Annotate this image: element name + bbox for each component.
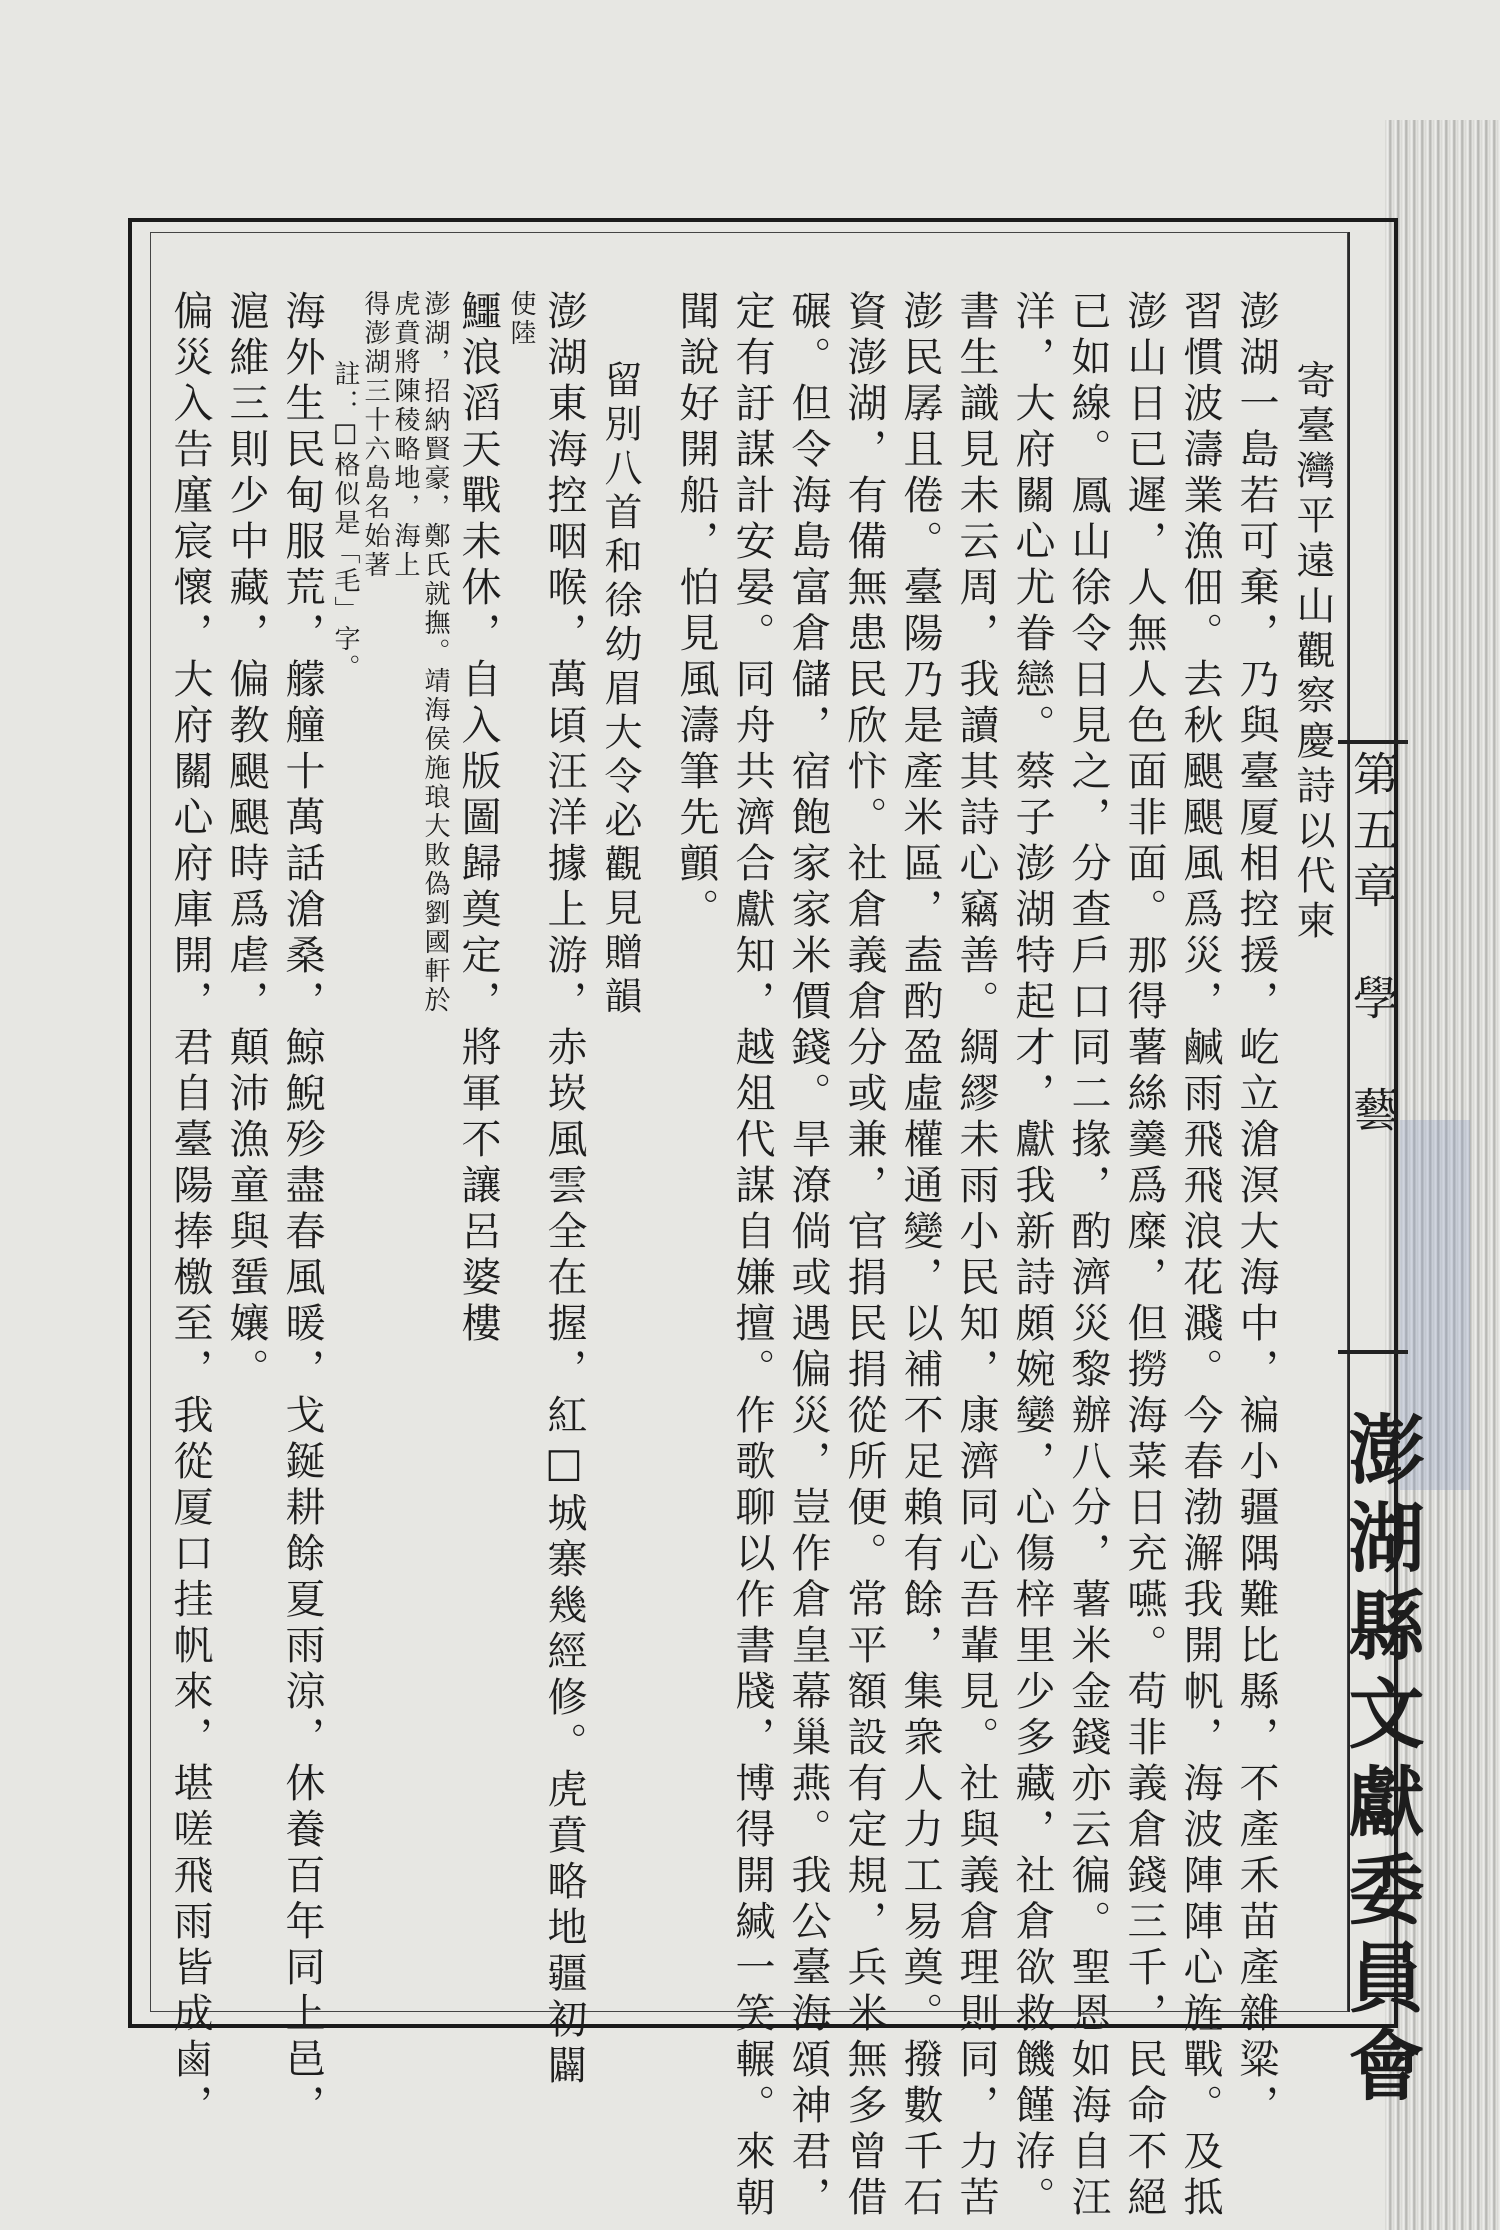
- fishtail-mark-bottom: [1338, 1350, 1408, 1354]
- poem1-line: 資澎湖，有備無患民欣忭。社倉義倉分或兼，官捐民捐從所便。常平額設有定規，兵米無多曾借: [841, 290, 887, 2222]
- poem1-line: 習慣波濤業漁佃。去秋颶颶風爲災，鹹雨飛飛浪花濺。今春渤澥我開帆，海波陣陣心旌戰。及抵: [1177, 290, 1223, 2222]
- poem1-title: 寄臺灣平遠山觀察慶詩以代柬: [1290, 360, 1335, 945]
- poem1-line: 已如線。鳳山徐令日見之，分查戶口同二掾，酌濟災黎辦八分，薯米金錢亦云徧。聖恩如海自汪: [1065, 290, 1111, 2222]
- poem1-line: 澎山日已遲，人無人色面非面。那得薯絲羹爲糜，但撈海菜日充嚥。苟非義倉錢三千，民命不絕: [1121, 290, 1167, 2222]
- poem2-line: 鱷浪滔天戰未休，自入版圖歸奠定，將軍不讓呂婆樓: [455, 290, 501, 1348]
- poem1-line: 洋，大府關心尤眷戀。蔡子澎湖特起才，獻我新詩頗婉孌，心傷梓里少多藏，社倉欲救饑饉洊。: [1009, 290, 1055, 2222]
- poem1-line: 聞說好開船，怕見風濤筆先顫。: [673, 290, 719, 934]
- inline-note: 澎湖，招納賢豪，鄭氏就撫。靖海侯施琅大敗偽劉國軒於: [420, 290, 450, 1015]
- poem2-line: 偏災入告廑宸懷，大府關心府庫開，君自臺陽捧檄至，我從厦口挂帆來，堪嗟飛雨皆成鹵，: [167, 290, 213, 2130]
- inline-note: 使陸: [506, 290, 536, 348]
- inline-note: 虎賁將陳稜略地，海上: [390, 290, 420, 580]
- chapter-heading: 第五章 學 藝: [1346, 750, 1400, 1142]
- fishtail-mark-top: [1338, 690, 1408, 744]
- poem2-title: 留別八首和徐幼眉大令必觀見贈韻: [598, 360, 642, 1020]
- publisher-name: 澎湖縣文獻委員會: [1336, 1410, 1425, 2114]
- poem2-line: 澎湖東海控咽喉，萬頃汪洋據上游，赤崁風雲全在握，紅□城寨幾經修。虎賁略地疆初闢: [541, 290, 587, 2090]
- poem1-line: 澎湖一島若可棄，乃與臺厦相控援，屹立滄溟大海中，褊小疆隅難比縣，不產禾苗產雜粱，: [1233, 290, 1279, 2130]
- inline-note: 得澎湖三十六島名始著: [360, 290, 390, 580]
- poem1-line: 書生識見未云周，我讀其詩心竊善。綢繆未雨小民知，康濟同心吾輩見。社與義倉理則同，力苦: [953, 290, 999, 2222]
- poem2-line: 海外生民甸服荒，艨艟十萬話滄桑，鯨鯢殄盡春風暖，戈鋋耕餘夏雨涼，休養百年同上邑，: [279, 290, 325, 2130]
- body-text: [150, 290, 1340, 2222]
- editor-note: 註：□格似是「毛」字。: [330, 360, 360, 683]
- poem1-line: 澎民孱且倦。臺陽乃是產米區，盍酌盈虛權通變，以補不足賴有餘，集衆人力工易奠。撥數千石: [897, 290, 943, 2222]
- poem2-line: 滬維三則少中藏，偏教颶颶時爲虐，顛沛漁童與蜑孃。: [223, 290, 269, 1394]
- poem1-line: 碾。但令海島富倉儲，宿飽家家米價錢。旱潦倘或遇偏災，豈作倉皇幕巢燕。我公臺海頌神君，: [785, 290, 831, 2222]
- poem1-line: 定有訏謀計安晏。同舟共濟合獻知，越俎代謀自嫌擅。作歌聊以作書牋，博得開緘一笑輾。來朝: [729, 290, 775, 2222]
